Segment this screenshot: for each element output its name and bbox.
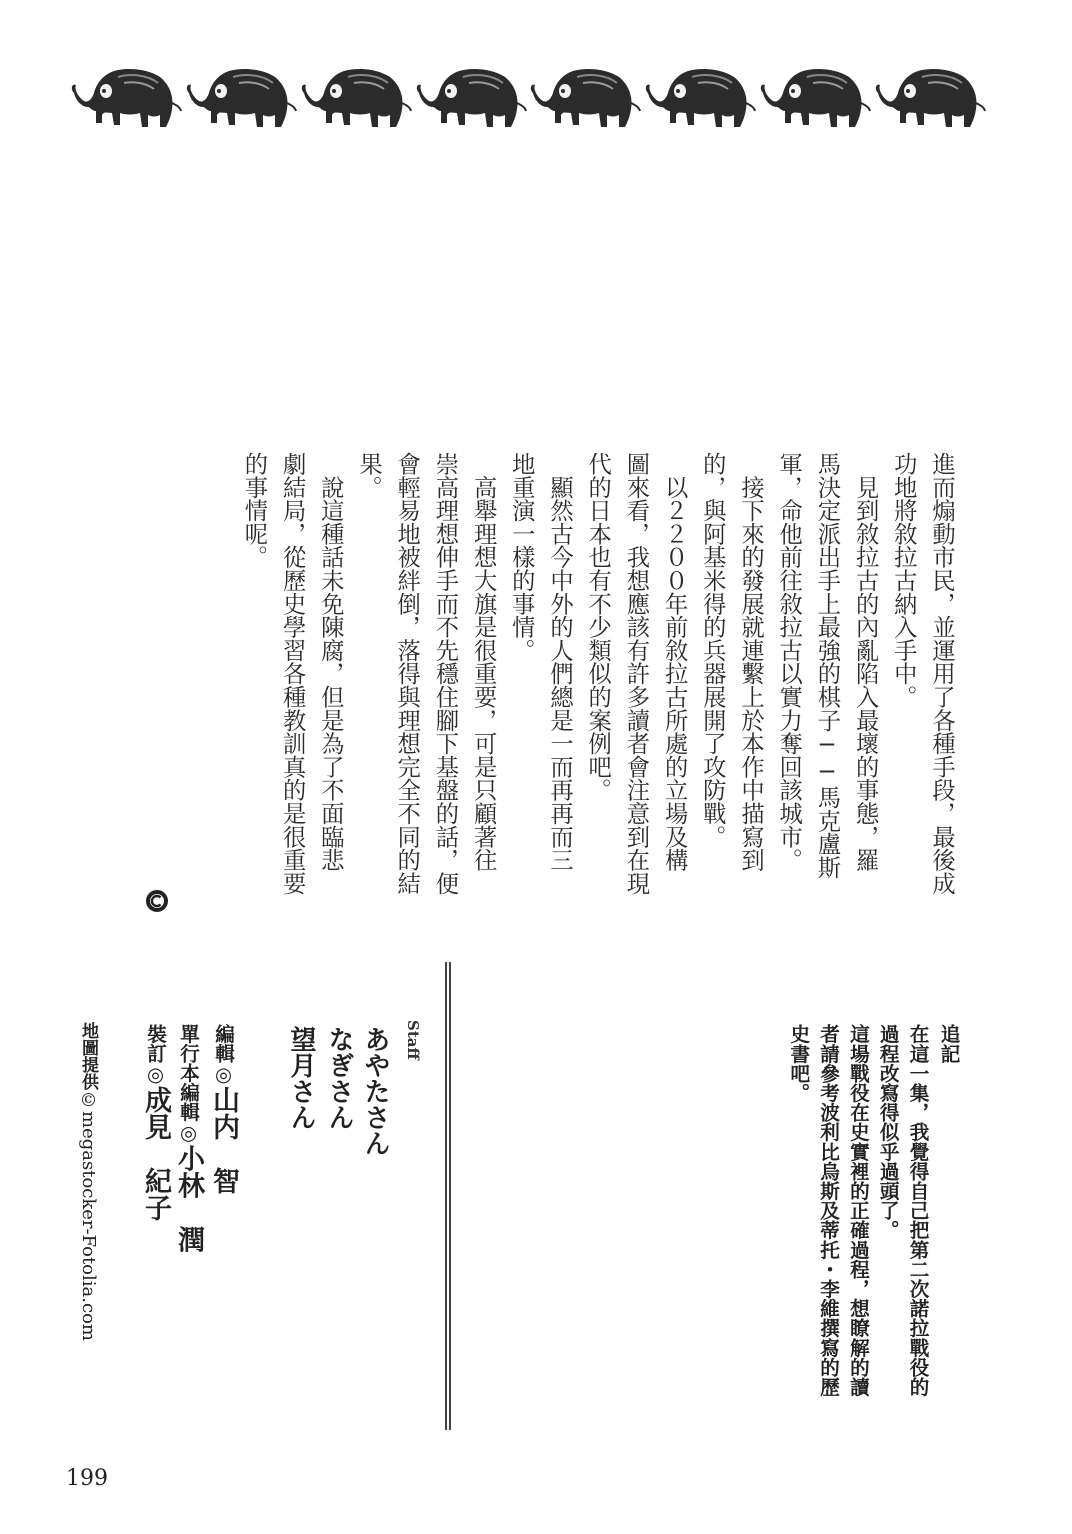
section-divider [445,962,451,1430]
credit-binding [140,1024,171,1221]
elephant-border [68,62,986,134]
text-column: 代的日本也有不少類似的案例吧。 [584,452,612,802]
elephant-icon [642,63,756,133]
text-column: 見到敘拉古的內亂陷入最壞的事態，羅 [851,452,879,872]
staff-name: なぎさん [324,1026,354,1130]
elephant-icon [413,63,527,133]
staff-name: 望月さん [286,1026,316,1130]
text-column: 地重演一樣的事情。 [507,452,535,662]
page-number: 199 [66,1466,108,1491]
credit-editor [208,1024,239,1194]
postscript-column: 史書吧。 [786,1024,810,1103]
postscript-column: 者請參考波利比烏斯及蒂托・李維撰寫的歷 [816,1024,840,1397]
text-column: 說這種話未免陳腐，但是為了不面臨悲 [316,452,344,872]
postscript-column: 過程改寫得似乎過頭了。 [876,1024,900,1240]
credit-role: 單行本編輯◎ [177,1024,200,1145]
map-credit [79,1022,97,1341]
elephant-icon [68,63,182,133]
elephant-icon [872,63,986,133]
credit-name: 成見 紀子 [140,1086,171,1221]
text-column: 進而煽動市民，並運用了各種手段，最後成 [928,452,955,895]
staff-name: あやたさん [360,1026,390,1156]
text-column: 的，與阿基米得的兵器展開了攻防戰。 [698,452,726,849]
staff-label: Staff [404,1020,422,1060]
text-column: 高舉理想大旗是很重要，可是只顧著往 [469,452,497,872]
postscript-title: 追記 [937,1024,960,1064]
text-column: 崇高理想伸手而不先穩住腳下基盤的話，便 [431,452,459,895]
elephant-icon [757,63,871,133]
text-column: 顯然古今中外的人們總是一而再再而三 [546,452,573,872]
map-credit-label: 地圖提供 [78,1022,98,1090]
elephant-icon [183,63,297,133]
text-column: 會輕易地被絆倒，落得與理想完全不同的結 [393,452,421,895]
credit-name: 山内 智 [208,1086,239,1194]
credit-role: 裝訂◎ [144,1024,167,1086]
credit-book-editor [173,1024,204,1253]
text-column: 接下來的發展就連繫上於本作中描寫到 [737,452,764,872]
text-column: 的事情呢。 [240,452,268,569]
credit-name: 小林 潤 [173,1144,204,1253]
text-column: 劇結局，從歷史學習各種教訓真的是很重要 [278,452,306,895]
text-column: 圖來看，我想應該有許多讀者會注意到在現 [622,452,650,895]
text-column: 果。 [355,452,382,499]
elephant-icon [527,63,641,133]
text-column: 馬決定派出手上最強的棋子──馬克盧斯 [813,452,841,879]
text-column: 軍，命他前往敘拉古以實力奪回該城市。 [775,452,803,872]
map-credit-value: ©megastocker-Fotolia.com [78,1090,99,1341]
postscript-column: 在這一集，我覺得自己把第二次諾拉戰役的 [906,1024,929,1397]
credit-role: 編輯◎ [212,1024,235,1086]
postscript-column: 這場戰役在史實裡的正確過程，想瞭解的讀 [846,1024,870,1397]
text-column: 以２２００年前敘拉古所處的立場及構 [660,452,688,872]
text-column: 功地將敘拉古納入手中。 [889,452,917,709]
end-mark-icon [146,890,168,912]
elephant-icon [298,63,412,133]
